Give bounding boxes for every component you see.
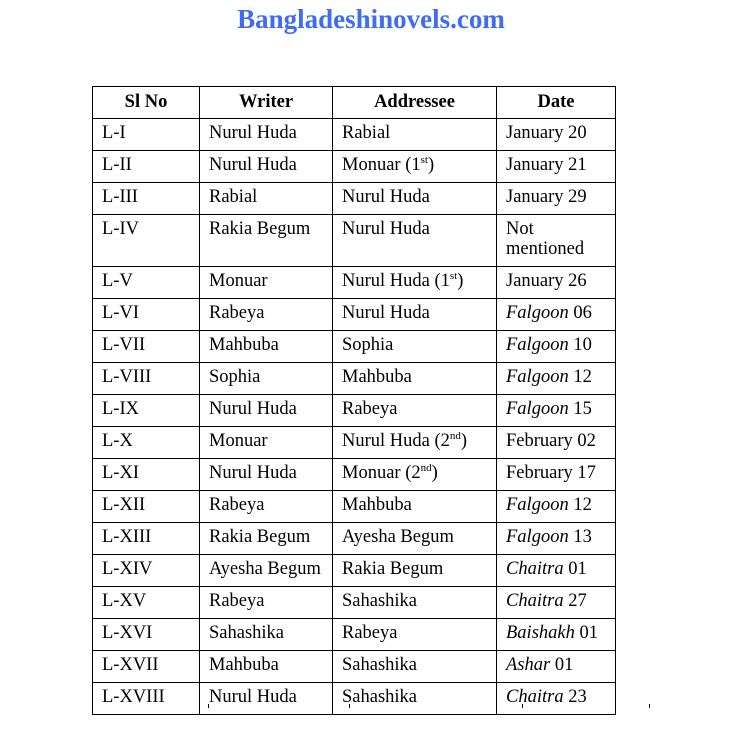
cell-writer: Nurul Huda bbox=[200, 119, 333, 151]
cell-date bbox=[497, 183, 616, 215]
table-border-tail bbox=[649, 704, 650, 708]
cell-date bbox=[497, 267, 616, 299]
cell-date bbox=[497, 363, 616, 395]
cell-addressee bbox=[333, 215, 497, 267]
addressee-name: Monuar (2 bbox=[342, 463, 421, 483]
cell-date bbox=[497, 555, 616, 587]
cell-sl-no: L-XVII bbox=[93, 651, 200, 683]
cell-writer: Ayesha Begum bbox=[200, 555, 333, 587]
cell-date bbox=[497, 587, 616, 619]
cell-writer: Rabeya bbox=[200, 491, 333, 523]
date-month: Not mentioned bbox=[506, 219, 585, 259]
table-row bbox=[93, 331, 616, 363]
date-month: Ashar bbox=[506, 655, 551, 675]
date-day: 23 bbox=[568, 687, 587, 707]
header-writer: Writer bbox=[200, 87, 333, 119]
date-day: 12 bbox=[573, 367, 592, 387]
cell-writer: Mahbuba bbox=[200, 331, 333, 363]
cell-sl-no: L-XI bbox=[93, 459, 200, 491]
table-row bbox=[93, 427, 616, 459]
cell-writer: Mahbuba bbox=[200, 651, 333, 683]
cell-writer: Monuar bbox=[200, 427, 333, 459]
addressee-name: Rabeya bbox=[342, 399, 398, 419]
cell-addressee bbox=[333, 183, 497, 215]
cell-date bbox=[497, 683, 616, 715]
cell-date bbox=[497, 523, 616, 555]
date-month: Falgoon bbox=[506, 335, 569, 355]
addressee-name: Nurul Huda (1 bbox=[342, 271, 450, 291]
cell-sl-no: L-XII bbox=[93, 491, 200, 523]
table-row bbox=[93, 119, 616, 151]
cell-sl-no: L-XIV bbox=[93, 555, 200, 587]
addressee-name: Ayesha Begum bbox=[342, 527, 454, 547]
date-day: 06 bbox=[573, 303, 592, 323]
date-day: 02 bbox=[577, 431, 596, 451]
cell-date bbox=[497, 651, 616, 683]
table-border-tail bbox=[208, 704, 209, 708]
addressee-name: Nurul Huda bbox=[342, 303, 430, 323]
date-month: January bbox=[506, 123, 564, 143]
date-day: 12 bbox=[573, 495, 592, 515]
cell-date bbox=[497, 331, 616, 363]
cell-sl-no: L-IV bbox=[93, 215, 200, 267]
addressee-name: Rabial bbox=[342, 123, 391, 143]
table-row bbox=[93, 363, 616, 395]
date-day: 26 bbox=[568, 271, 587, 291]
cell-writer: Rabeya bbox=[200, 587, 333, 619]
date-month: Baishakh bbox=[506, 623, 575, 643]
cell-date bbox=[497, 619, 616, 651]
cell-addressee bbox=[333, 491, 497, 523]
cell-addressee bbox=[333, 587, 497, 619]
cell-addressee bbox=[333, 555, 497, 587]
cell-sl-no: L-IX bbox=[93, 395, 200, 427]
cell-addressee bbox=[333, 395, 497, 427]
cell-date bbox=[497, 491, 616, 523]
cell-sl-no: L-XIII bbox=[93, 523, 200, 555]
cell-writer: Monuar bbox=[200, 267, 333, 299]
cell-addressee bbox=[333, 651, 497, 683]
cell-addressee bbox=[333, 267, 497, 299]
addressee-name: Sophia bbox=[342, 335, 394, 355]
table-row bbox=[93, 459, 616, 491]
cell-addressee bbox=[333, 619, 497, 651]
addressee-name: Nurul Huda bbox=[342, 187, 430, 207]
date-month: Falgoon bbox=[506, 399, 569, 419]
date-month: January bbox=[506, 187, 564, 207]
date-day: 20 bbox=[568, 123, 587, 143]
cell-addressee bbox=[333, 363, 497, 395]
date-month: Falgoon bbox=[506, 367, 569, 387]
date-day: 01 bbox=[579, 623, 598, 643]
date-month: Falgoon bbox=[506, 495, 569, 515]
date-day: 21 bbox=[568, 155, 587, 175]
addressee-name: Rakia Begum bbox=[342, 559, 444, 579]
cell-writer: Sophia bbox=[200, 363, 333, 395]
cell-date bbox=[497, 395, 616, 427]
date-day: 17 bbox=[577, 463, 596, 483]
site-title: Bangladeshinovels.com bbox=[237, 4, 505, 34]
addressee-ordinal: nd bbox=[449, 429, 461, 442]
addressee-name: Mahbuba bbox=[342, 367, 412, 387]
header-sl-no: Sl No bbox=[93, 87, 200, 119]
table-header-row bbox=[93, 87, 616, 119]
table-row bbox=[93, 267, 616, 299]
date-month: Chaitra bbox=[506, 559, 564, 579]
addressee-close: ) bbox=[457, 271, 464, 291]
date-month: February bbox=[506, 431, 573, 451]
addressee-name: Nurul Huda bbox=[342, 219, 430, 239]
cell-writer: Nurul Huda bbox=[200, 459, 333, 491]
addressee-ordinal: st bbox=[420, 153, 428, 166]
cell-sl-no: L-XVIII bbox=[93, 683, 200, 715]
addressee-name: Nurul Huda (2 bbox=[342, 431, 450, 451]
date-month: January bbox=[506, 271, 564, 291]
table-row bbox=[93, 151, 616, 183]
addressee-ordinal: st bbox=[449, 269, 458, 282]
date-month: January bbox=[506, 155, 564, 175]
addressee-close: ) bbox=[431, 463, 438, 483]
table-row bbox=[93, 587, 616, 619]
addressee-name: Mahbuba bbox=[342, 495, 412, 515]
cell-sl-no: L-II bbox=[93, 151, 200, 183]
table-row bbox=[93, 395, 616, 427]
table-border-tail bbox=[522, 704, 523, 708]
date-day: 15 bbox=[573, 399, 592, 419]
table-row bbox=[93, 651, 616, 683]
table-row bbox=[93, 183, 616, 215]
addressee-name: Sahashika bbox=[342, 591, 418, 611]
cell-writer: Sahashika bbox=[200, 619, 333, 651]
cell-sl-no: L-V bbox=[93, 267, 200, 299]
date-day: 01 bbox=[554, 655, 574, 675]
table-row bbox=[93, 555, 616, 587]
date-month: Chaitra bbox=[506, 687, 564, 707]
cell-sl-no: L-I bbox=[93, 119, 200, 151]
table-row bbox=[93, 299, 616, 331]
addressee-close: ) bbox=[427, 155, 435, 175]
cell-sl-no: L-VI bbox=[93, 299, 200, 331]
cell-addressee bbox=[333, 331, 497, 363]
cell-sl-no: L-III bbox=[93, 183, 200, 215]
table-row bbox=[93, 491, 616, 523]
date-month: Falgoon bbox=[506, 303, 569, 323]
cell-date bbox=[497, 427, 616, 459]
date-month: Falgoon bbox=[506, 527, 569, 547]
date-day: 13 bbox=[573, 527, 592, 547]
cell-addressee bbox=[333, 299, 497, 331]
cell-addressee bbox=[333, 427, 497, 459]
cell-addressee bbox=[333, 151, 497, 183]
cell-writer: Nurul Huda bbox=[200, 151, 333, 183]
addressee-name: Rabeya bbox=[342, 623, 398, 643]
cell-sl-no: L-XVI bbox=[93, 619, 200, 651]
table-row bbox=[93, 523, 616, 555]
cell-date bbox=[497, 215, 616, 267]
cell-addressee bbox=[333, 523, 497, 555]
cell-date bbox=[497, 151, 616, 183]
table-row bbox=[93, 619, 616, 651]
table-row bbox=[93, 683, 616, 715]
cell-addressee bbox=[333, 459, 497, 491]
date-day: 27 bbox=[568, 591, 587, 611]
cell-writer: Rabeya bbox=[200, 299, 333, 331]
table-border-tail bbox=[92, 704, 93, 708]
table-row bbox=[93, 215, 616, 267]
cell-writer: Rakia Begum bbox=[200, 215, 333, 267]
cell-sl-no: L-VIII bbox=[93, 363, 200, 395]
addressee-name: Sahashika bbox=[342, 687, 418, 707]
cell-writer: Nurul Huda bbox=[200, 683, 333, 715]
cell-writer: Rabial bbox=[200, 183, 333, 215]
cell-date bbox=[497, 119, 616, 151]
addressee-ordinal: nd bbox=[420, 461, 432, 474]
addressee-name: Sahashika bbox=[342, 655, 418, 675]
date-month: Chaitra bbox=[506, 591, 564, 611]
date-day: 29 bbox=[568, 187, 587, 207]
letters-table bbox=[92, 86, 616, 715]
cell-sl-no: L-VII bbox=[93, 331, 200, 363]
cell-addressee bbox=[333, 683, 497, 715]
header-addressee: Addressee bbox=[333, 87, 497, 119]
cell-date bbox=[497, 459, 616, 491]
addressee-close: ) bbox=[460, 431, 468, 451]
addressee-name: Monuar (1 bbox=[342, 155, 421, 175]
date-day: 01 bbox=[568, 559, 587, 579]
cell-date bbox=[497, 299, 616, 331]
cell-sl-no: L-X bbox=[93, 427, 200, 459]
cell-sl-no: L-XV bbox=[93, 587, 200, 619]
cell-writer: Nurul Huda bbox=[200, 395, 333, 427]
date-day: 10 bbox=[573, 335, 592, 355]
header-date: Date bbox=[497, 87, 616, 119]
cell-addressee bbox=[333, 119, 497, 151]
table-border-tail bbox=[349, 704, 350, 708]
date-month: February bbox=[506, 463, 573, 483]
cell-writer: Rakia Begum bbox=[200, 523, 333, 555]
